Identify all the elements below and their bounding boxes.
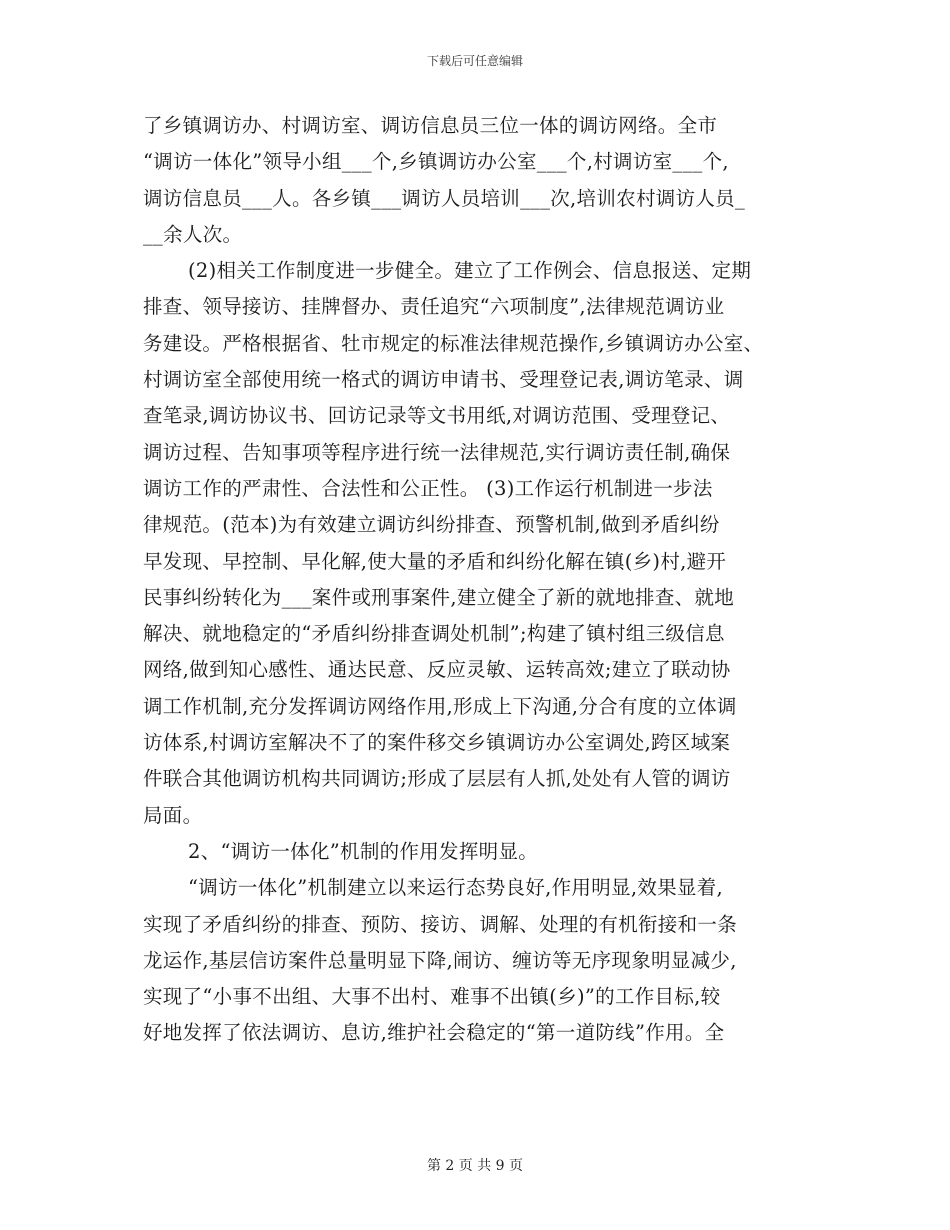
text-line: 件联合其他调访机构共同调访;形成了层层有人抓,处处有人管的调访 <box>143 767 731 791</box>
text-line: 了乡镇调访办、村调访室、调访信息员三位一体的调访网络。全市 <box>143 114 718 137</box>
text-line: 访体系,村调访室解决不了的案件移交乡镇调访办公室调处,跨区域案 <box>143 731 731 755</box>
text-line: 调访工作的严肃性、合法性和公正性。 (3)工作运行机制进一步法 <box>143 476 713 500</box>
text-line: 民事纠纷转化为___案件或刑事案件,建立健全了新的就地排查、就地 <box>143 585 735 609</box>
text-line: 调访过程、告知事项等程序进行统一法律规范,实行调访责任制,确保 <box>143 440 731 464</box>
text-line: 调访信息员___人。各乡镇___调访人员培训___次,培训农村调访人员_ <box>143 186 745 210</box>
text-line: 好地发挥了依法调访、息访,维护社会稳定的“第一道防线”作用。全 <box>143 1021 725 1045</box>
text-line: 早发现、早控制、早化解,使大量的矛盾和纠纷化解在镇(乡)村,避开 <box>143 549 727 573</box>
text-line: 2、“调访一体化”机制的作用发挥明显。 <box>188 839 539 863</box>
text-line: __余人次。 <box>143 222 243 246</box>
text-line: 排查、领导接访、挂牌督办、责任追究“六项制度”,法律规范调访业 <box>143 295 725 319</box>
text-line: 实现了矛盾纠纷的排查、预防、接访、调解、处理的有机衔接和一条 <box>143 912 738 936</box>
page-header: 下载后可任意编辑 <box>426 54 523 68</box>
text-line: “调访一体化”机制建立以来运行态势良好,作用明显,效果显着, <box>188 876 724 900</box>
text-line: 务建设。严格根据省、牡市规定的标准法律规范操作,乡镇调访办公室、 <box>143 331 764 355</box>
text-line: (2)相关工作制度进一步健全。建立了工作例会、信息报送、定期 <box>188 259 752 283</box>
document-body <box>143 108 813 1052</box>
text-line: 龙运作,基层信访案件总量明显下降,闹访、缠访等无序现象明显减少, <box>143 948 737 972</box>
text-line: 村调访室全部使用统一格式的调访申请书、受理登记表,调访笔录、调 <box>143 368 744 392</box>
text-line: 网络,做到知心感性、通达民意、反应灵敏、运转高效;建立了联动协 <box>143 658 731 682</box>
text-line: 律规范。(范本)为有效建立调访纠纷排查、预警机制,做到矛盾纠纷 <box>143 513 720 537</box>
text-line: “调访一体化”领导小组___个,乡镇调访办公室___个,村调访室___个, <box>143 150 729 174</box>
text-line: 实现了“小事不出组、大事不出村、难事不出镇(乡)”的工作目标,较 <box>143 985 721 1009</box>
text-line: 解决、就地稳定的“矛盾纠纷排查调处机制”;构建了镇村组三级信息 <box>143 622 725 646</box>
text-line: 查笔录,调访协议书、回访记录等文书用纸,对调访范围、受理登记、 <box>143 404 731 428</box>
text-line: 局面。 <box>143 803 203 827</box>
text-line: 调工作机制,充分发挥调访网络作用,形成上下沟通,分合有度的立体调 <box>143 694 737 718</box>
page-number-footer: 第 2 页 共 9 页 <box>426 1158 524 1174</box>
